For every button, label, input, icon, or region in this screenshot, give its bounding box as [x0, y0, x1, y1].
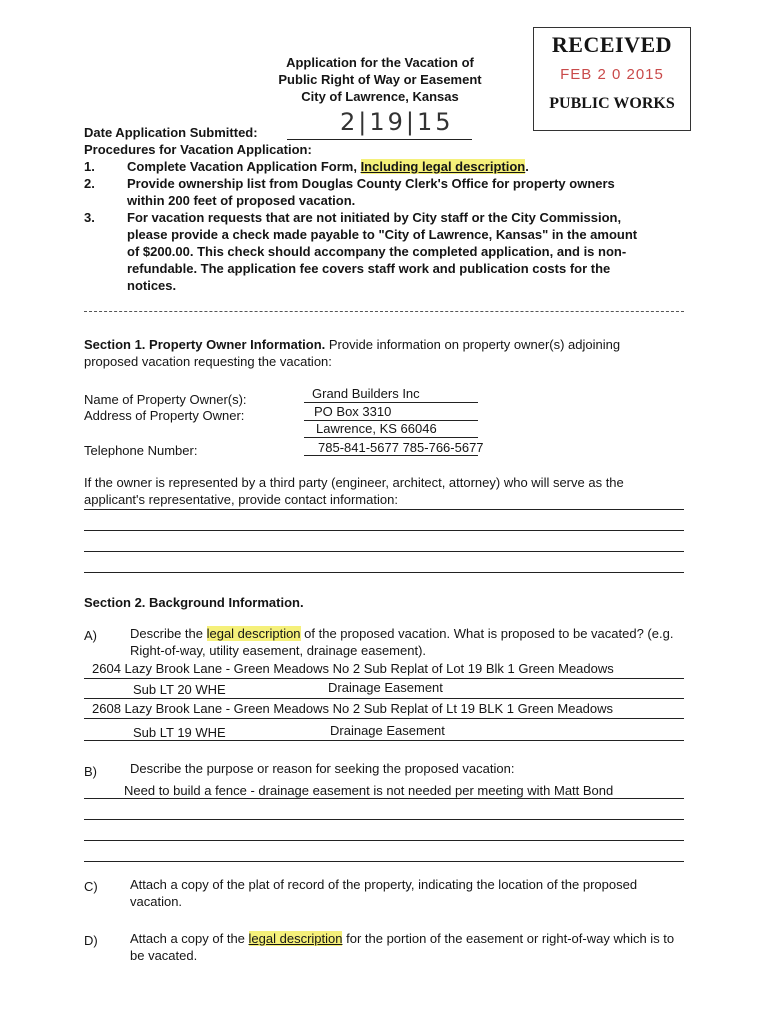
item-a-answer-line-1: 2604 Lazy Brook Lane - Green Meadows No 2 Sub Replat of Lot 19 Blk 1 Green Meadows	[92, 661, 614, 676]
section1-intro: Provide information on property owner(s) adjoining proposed vacation requesting the vacation:	[84, 337, 621, 369]
document-title	[230, 54, 530, 105]
item-b-text: Describe the purpose or reason for seeking the proposed vacation:	[130, 761, 515, 776]
item-b-underline-2	[84, 819, 684, 820]
title-line-3: City of Lawrence, Kansas	[301, 89, 459, 104]
item-a-answer-line-2-right: Drainage Easement	[328, 680, 443, 695]
item-a-answer-line-4-right: Drainage Easement	[330, 723, 445, 738]
owner-label: Name of Property Owner(s):	[84, 392, 247, 407]
received-stamp	[533, 27, 691, 131]
date-submitted-label: Date Application Submitted:	[84, 125, 258, 140]
phone-underline	[304, 455, 478, 456]
phone-label: Telephone Number:	[84, 443, 198, 458]
item-a-answer-line-3: 2608 Lazy Brook Lane - Green Meadows No 2 Sub Replat of Lt 19 BLK 1 Green Meadows	[92, 701, 614, 716]
procedure-3-number: 3.	[84, 210, 95, 225]
representative-text: If the owner is represented by a third party (engineer, architect, attorney) who will serve as the applicant's representative, provide contact information:	[84, 475, 624, 507]
stamp-department: PUBLIC WORKS	[549, 95, 675, 112]
item-d-text-before: Attach a copy of the	[130, 931, 249, 946]
item-a-label: A)	[84, 628, 97, 643]
rep-line-3	[84, 551, 684, 552]
item-a-text-after: of the proposed vacation. What is proposed to be vacated? (e.g. Right-of-way, utility easement, drainage easement).	[130, 626, 674, 658]
item-d-label: D)	[84, 933, 98, 948]
date-submitted-value: 2|19|15	[340, 108, 454, 136]
procedures-heading: Procedures for Vacation Application:	[84, 142, 312, 157]
item-c-label: C)	[84, 879, 98, 894]
item-b-underline-4	[84, 861, 684, 862]
section1-intro-block	[84, 336, 664, 370]
item-a-underline-4	[84, 740, 684, 741]
stamp-date: FEB 2 0 2015	[560, 66, 664, 83]
procedure-1-text	[127, 158, 657, 175]
rep-line-1	[84, 509, 684, 510]
procedure-1-text-after: .	[525, 159, 529, 174]
item-b-label: B)	[84, 764, 97, 779]
address-label: Address of Property Owner:	[84, 408, 245, 423]
section1-heading: Section 1. Property Owner Information.	[84, 337, 326, 352]
procedure-1-highlight: Including legal description	[360, 159, 526, 174]
item-a-highlight: legal description	[206, 626, 301, 641]
title-line-1: Application for the Vacation of	[286, 55, 474, 70]
procedure-3-text: For vacation requests that are not initiated by City staff or the City Commission, please provide a check made payable to "City of Lawrence, Kansas" in the amount of $200.00. This check should accompany the completed application, and is non-refundable. The application fee covers staff work and publication costs for the notices.	[127, 210, 638, 293]
rep-line-4	[84, 572, 684, 573]
item-b-answer: Need to build a fence - drainage easement is not needed per meeting with Matt Bond	[124, 783, 614, 798]
item-b-underline-3	[84, 840, 684, 841]
section-divider	[84, 311, 684, 312]
item-a-answer-line-2-left: Sub LT 20 WHE	[133, 682, 226, 697]
address-line-2: Lawrence, KS 66046	[316, 421, 437, 436]
procedure-1-number: 1.	[84, 159, 95, 174]
title-line-2: Public Right of Way or Easement	[278, 72, 482, 87]
address-underline-2	[304, 437, 478, 438]
item-a-text	[130, 625, 680, 659]
item-a-underline-2	[84, 698, 684, 699]
procedure-2-text: Provide ownership list from Douglas County Clerk's Office for property owners within 200 feet of proposed vacation.	[127, 176, 615, 208]
item-d-text	[130, 930, 690, 964]
phone-value: 785-841-5677 785-766-5677	[318, 440, 484, 455]
item-a-answer-line-4-left: Sub LT 19 WHE	[133, 725, 226, 740]
item-a-text-before: Describe the	[130, 626, 207, 641]
item-c-text: Attach a copy of the plat of record of the property, indicating the location of the proposed vacation.	[130, 877, 638, 909]
item-b-underline-1	[84, 798, 684, 799]
item-a-underline-3	[84, 718, 684, 719]
rep-line-2	[84, 530, 684, 531]
owner-value: Grand Builders Inc	[312, 386, 420, 401]
procedure-1-text-before: Complete Vacation Application Form,	[127, 159, 361, 174]
stamp-received: RECEIVED	[551, 32, 673, 57]
address-line-1: PO Box 3310	[314, 404, 392, 419]
item-d-text-after: for the portion of the easement or right-of-way which is to be vacated.	[130, 931, 675, 963]
date-underline	[287, 139, 472, 140]
item-d-highlight: legal description	[248, 931, 343, 946]
section2-heading: Section 2. Background Information.	[84, 595, 304, 610]
procedure-2-number: 2.	[84, 176, 95, 191]
